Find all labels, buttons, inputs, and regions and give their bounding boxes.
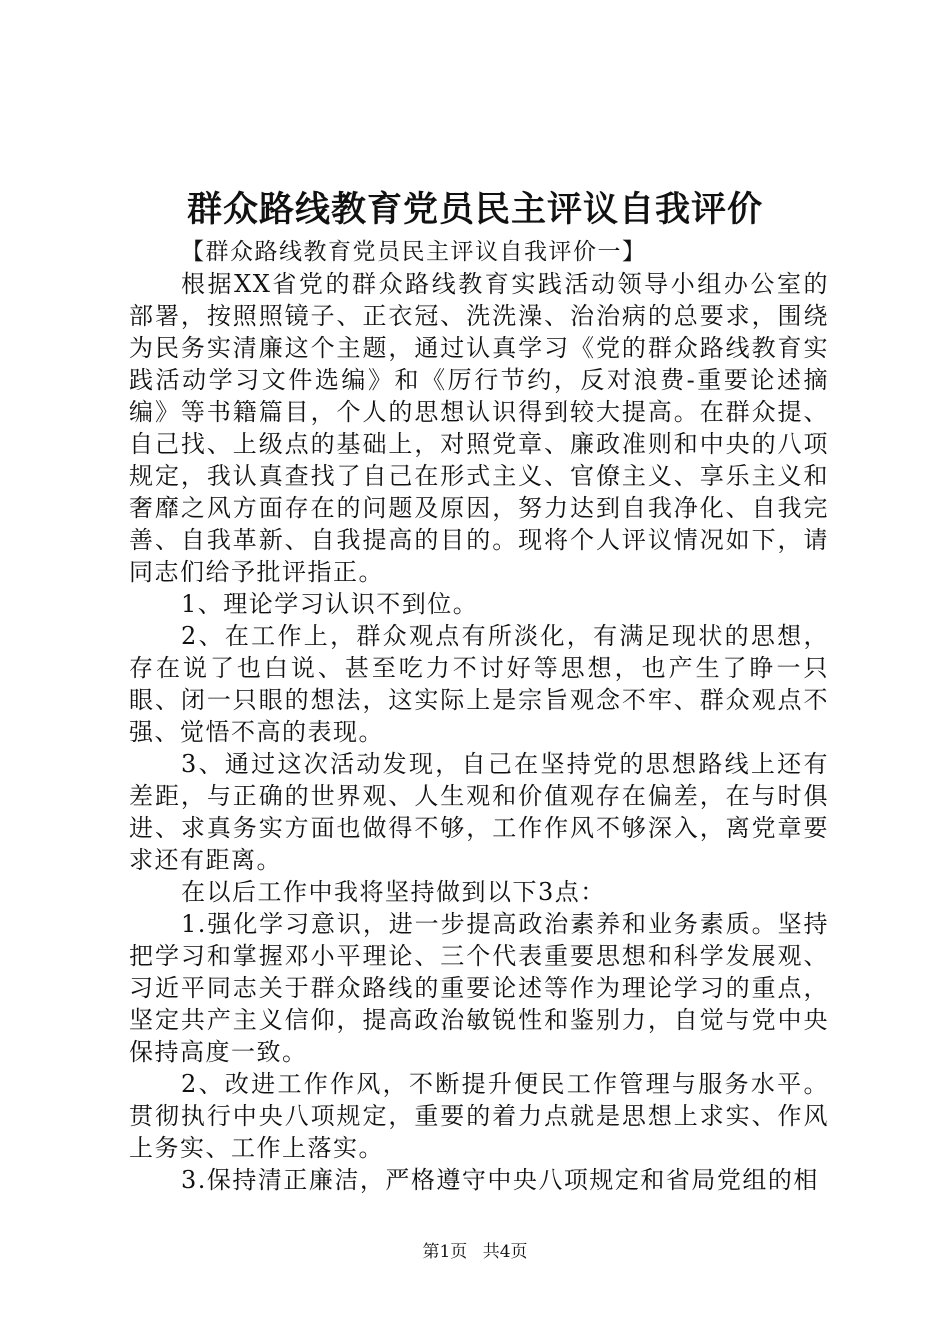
issue-item-2: 2、在工作上，群众观点有所淡化，有满足现状的思想，存在说了也白说、甚至吃力不讨好等思想，也产生了睁一只眼、闭一只眼的想法，这实际上是宗旨观念不牢、群众观点不强、觉悟不高的表现。 [129, 622, 829, 746]
plan-item-3: 3.保持清正廉洁，严格遵守中央八项规定和省局党组的相 [181, 1166, 819, 1194]
document-subtitle: 【群众路线教育党员民主评议自我评价一】 [181, 239, 647, 265]
plan-item-2: 2、改进工作作风，不断提升便民工作管理与服务水平。贯彻执行中央八项规定，重要的着力点就是思想上求实、作风上务实、工作上落实。 [129, 1070, 829, 1162]
document-title: 群众路线教育党员民主评议自我评价 [186, 190, 763, 230]
plan-item-1: 1.强化学习意识，进一步提高政治素养和业务素质。坚持把学习和掌握邓小平理论、三个代表重要思想和科学发展观、习近平同志关于群众路线的重要论述等作为理论学习的重点，坚定共产主义信仰，提高政治敏锐性和鉴别力，自觉与党中央保持高度一致。 [129, 910, 829, 1066]
page-number: 第1页 [422, 1242, 468, 1262]
page-footer [0, 1240, 950, 1264]
intro-paragraph: 根据XX省党的群众路线教育实践活动领导小组办公室的部署，按照照镜子、正衣冠、洗洗澡、治治病的总要求，围绕为民务实清廉这个主题，通过认真学习《党的群众路线教育实践活动学习文件选编》和《厉行节约，反对浪费-重要论述摘编》等书籍篇目，个人的思想认识得到较大提高。在群众提、自己找、上级点的基础上，对照党章、廉政准则和中央的八项规定，我认真查找了自己在形式主义、官僚主义、享乐主义和奢靡之风方面存在的问题及原因，努力达到自我净化、自我完善、自我革新、自我提高的目的。现将个人评议情况如下，请同志们给予批评指正。 [129, 270, 829, 586]
page-total: 共4页 [482, 1242, 528, 1262]
issue-item-1: 1、理论学习认识不到位。 [181, 590, 479, 618]
issue-item-3: 3、通过这次活动发现，自己在坚持党的思想路线上还有差距，与正确的世界观、人生观和价值观存在偏差，在与时俱进、求真务实方面也做得不够，工作作风不够深入，离党章要求还有距离。 [129, 750, 829, 874]
document-body [129, 236, 829, 1196]
plan-intro: 在以后工作中我将坚持做到以下3点： [181, 878, 606, 906]
